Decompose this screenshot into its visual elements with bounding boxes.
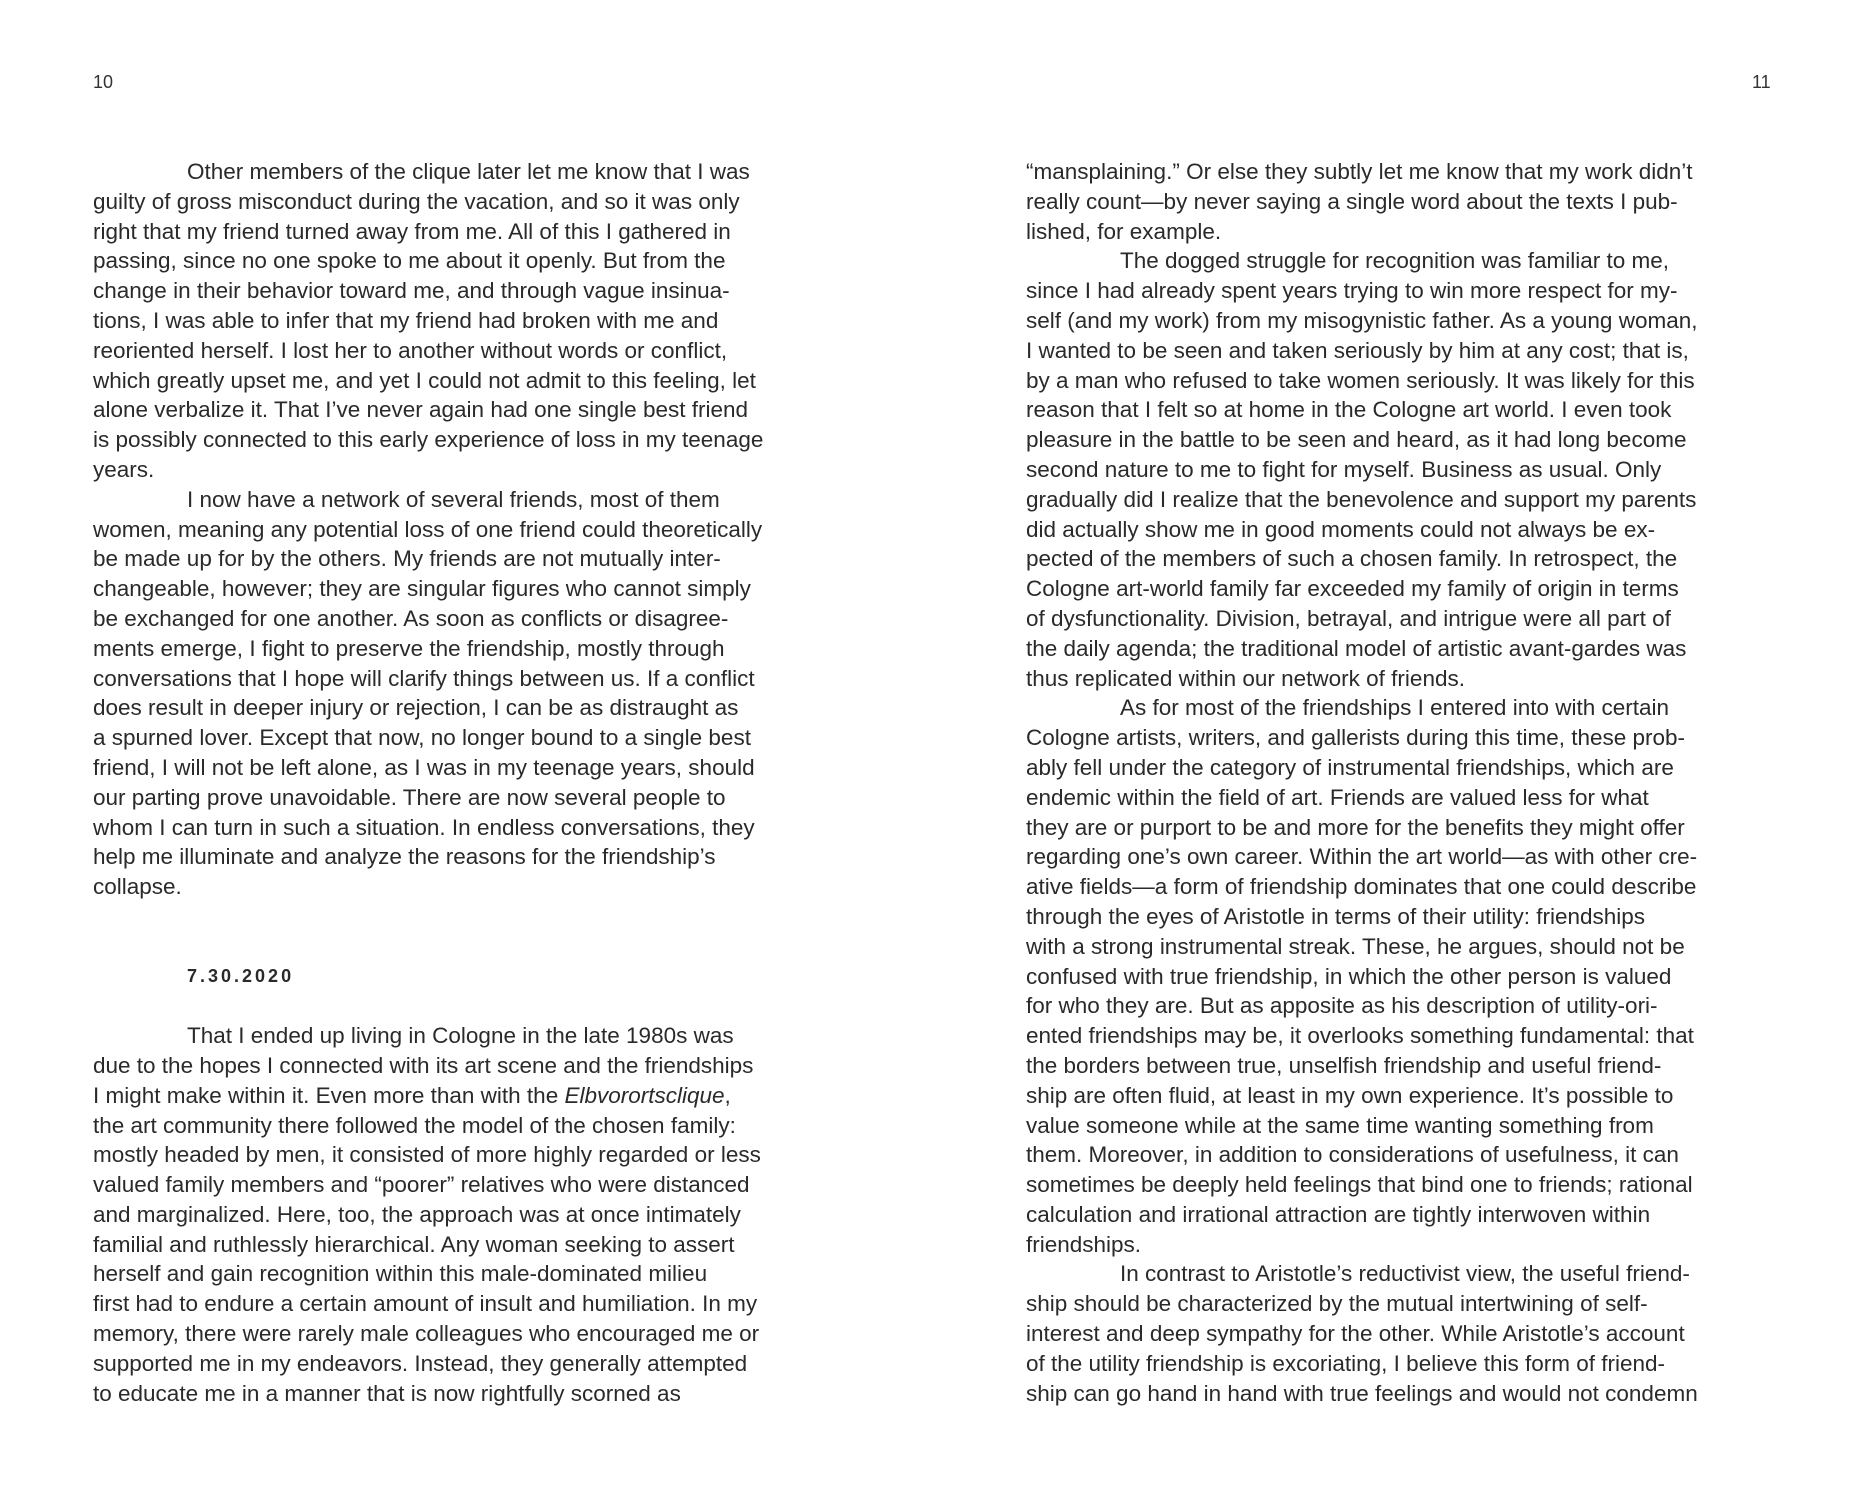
text-line: pected of the members of such a chosen family. In retrospect, the — [1026, 546, 1678, 572]
text-line: reoriented herself. I lost her to another without words or conflict, — [93, 337, 728, 363]
text-line: The dogged struggle for recognition was familiar to me, — [1120, 248, 1670, 274]
text-line — [93, 1081, 838, 1111]
text-line: which greatly upset me, and yet I could not admit to this feeling, let — [93, 367, 756, 393]
text-line: due to the hopes I connected with its art scene and the friendships — [93, 1052, 754, 1078]
spacer — [93, 902, 838, 932]
text-line: herself and gain recognition within this male-dominated milieu — [93, 1261, 708, 1287]
text-line: ship should be characterized by the mutual intertwining of self- — [1026, 1291, 1648, 1317]
text-line: Cologne artists, writers, and gallerists during this time, these prob- — [1026, 725, 1686, 751]
text-line: conversations that I hope will clarify things between us. If a conflict — [93, 665, 755, 691]
text-line: As for most of the friendships I entered into with certain — [1120, 695, 1670, 721]
text-line: them. Moreover, in addition to considerations of usefulness, it can — [1026, 1142, 1679, 1168]
text-line: pleasure in the battle to be seen and heard, as it had long become — [1026, 427, 1687, 453]
text-run: , — [724, 1082, 731, 1108]
text-line: That I ended up living in Cologne in the late 1980s was — [187, 1023, 734, 1049]
text-line: does result in deeper injury or rejection, I can be as distraught as — [93, 695, 739, 721]
text-line: since I had already spent years trying to win more respect for my- — [1026, 278, 1678, 304]
text-line: years. — [93, 456, 155, 482]
text-line: first had to endure a certain amount of insult and humiliation. In my — [93, 1291, 758, 1317]
text-line: and marginalized. Here, too, the approach was at once intimately — [93, 1201, 741, 1227]
text-line: really count—by never saying a single word about the texts I pub- — [1026, 188, 1678, 214]
text-run: I might make within it. Even more than with the — [93, 1082, 565, 1108]
text-line: I now have a network of several friends, most of them — [187, 486, 720, 512]
text-line: reason that I felt so at home in the Cologne art world. I even took — [1026, 397, 1672, 423]
text-line: ably fell under the category of instrumental friendships, which are — [1026, 754, 1674, 780]
text-line: value someone while at the same time wanting something from — [1026, 1112, 1654, 1138]
paragraph — [93, 1021, 838, 1408]
spacer — [93, 991, 838, 1021]
text-line: “mansplaining.” Or else they subtly let me know that my work didn’t — [1026, 159, 1693, 184]
text-line: help me illuminate and analyze the reasons for the friendship’s — [93, 844, 716, 870]
text-line: friendships. — [1026, 1231, 1142, 1257]
right-page-column — [1026, 157, 1771, 1408]
text-line: sometimes be deeply held feelings that bind one to friends; rational — [1026, 1172, 1693, 1198]
text-line: ented friendships may be, it overlooks something fundamental: that — [1026, 1023, 1694, 1049]
paragraph-lines — [93, 1021, 838, 1081]
text-line: supported me in my endeavors. Instead, they generally attempted — [93, 1350, 748, 1376]
text-line: they are or purport to be and more for the benefits they might offer — [1026, 814, 1685, 840]
text-line: memory, there were rarely male colleagues who encouraged me or — [93, 1321, 760, 1347]
text-line: I wanted to be seen and taken seriously by him at any cost; that is, — [1026, 337, 1689, 363]
text-line: friend, I will not be left alone, as I was in my teenage years, should — [93, 754, 755, 780]
text-line: tions, I was able to infer that my friend had broken with me and — [93, 307, 719, 333]
text-line: be made up for by the others. My friends are not mutually inter- — [93, 546, 721, 572]
paragraph — [1026, 157, 1771, 246]
text-line: confused with true friendship, in which the other person is valued — [1026, 963, 1672, 989]
text-line: changeable, however; they are singular figures who cannot simply — [93, 576, 751, 602]
text-line: our parting prove unavoidable. There are now several people to — [93, 784, 726, 810]
paragraph-lines — [93, 1111, 838, 1409]
text-line: alone verbalize it. That I’ve never again had one single best friend — [93, 397, 749, 423]
text-line: Other members of the clique later let me know that I was — [187, 159, 750, 184]
text-line: ative fields—a form of friendship dominates that one could describe — [1026, 874, 1697, 900]
paragraph — [1026, 1259, 1771, 1408]
text-line: through the eyes of Aristotle in terms of their utility: friendships — [1026, 903, 1646, 929]
text-line: with a strong instrumental streak. These, he argues, should not be — [1026, 933, 1685, 959]
text-line: of dysfunctionality. Division, betrayal, and intrigue were all part of — [1026, 605, 1671, 631]
text-line: mostly headed by men, it consisted of more highly regarded or less — [93, 1142, 761, 1168]
text-line: women, meaning any potential loss of one friend could theoretically — [93, 516, 763, 542]
text-line: ments emerge, I fight to preserve the friendship, mostly through — [93, 635, 725, 661]
text-line: the borders between true, unselfish friendship and useful friend- — [1026, 1052, 1662, 1078]
text-line: the daily agenda; the traditional model of artistic avant-gardes was — [1026, 635, 1687, 661]
text-line: of the utility friendship is excoriating, I believe this form of friend- — [1026, 1350, 1666, 1376]
text-line: self (and my work) from my misogynistic father. As a young woman, — [1026, 307, 1698, 333]
text-line: did actually show me in good moments could not always be ex- — [1026, 516, 1656, 542]
text-line: change in their behavior toward me, and through vague insinua- — [93, 278, 730, 304]
text-line: In contrast to Aristotle’s reductivist view, the useful friend- — [1120, 1261, 1690, 1287]
text-line: a spurned lover. Except that now, no longer bound to a single best — [93, 725, 751, 751]
text-line: right that my friend turned away from me. All of this I gathered in — [93, 218, 731, 244]
text-line: the art community there followed the model of the chosen family: — [93, 1112, 736, 1138]
paragraph — [93, 157, 838, 485]
paragraph — [1026, 246, 1771, 693]
text-line: ship are often fluid, at least in my own experience. It’s possible to — [1026, 1082, 1674, 1108]
italic-term: Elbvorortsclique — [564, 1082, 725, 1108]
text-line: for who they are. But as apposite as his description of utility-ori- — [1026, 993, 1658, 1019]
text-line: to educate me in a manner that is now rightfully scorned as — [93, 1380, 681, 1406]
text-line: thus replicated within our network of friends. — [1026, 665, 1465, 691]
text-line: valued family members and “poorer” relatives who were distanced — [93, 1172, 750, 1198]
paragraph — [1026, 693, 1771, 1259]
section-date-heading: 7.30.2020 — [187, 965, 295, 986]
text-line: interest and deep sympathy for the other. While Aristotle’s account — [1026, 1321, 1685, 1347]
text-line: guilty of gross misconduct during the vacation, and so it was only — [93, 188, 740, 214]
text-line: by a man who refused to take women seriously. It was likely for this — [1026, 367, 1695, 393]
text-line: second nature to me to fight for myself. Business as usual. Only — [1026, 456, 1662, 482]
text-line: be exchanged for one another. As soon as conflicts or disagree- — [93, 605, 729, 631]
left-page-column — [93, 157, 838, 1408]
text-line: collapse. — [93, 874, 182, 900]
page-number-right: 11 — [1752, 72, 1771, 92]
text-line: familial and ruthlessly hierarchical. Any woman seeking to assert — [93, 1231, 735, 1257]
text-line: whom I can turn in such a situation. In endless conversations, they — [93, 814, 755, 840]
text-line: gradually did I realize that the benevolence and support my parents — [1026, 486, 1697, 512]
text-line: is possibly connected to this early experience of loss in my teenage — [93, 427, 764, 453]
text-line: ship can go hand in hand with true feelings and would not condemn — [1026, 1380, 1698, 1406]
spacer — [93, 932, 838, 962]
text-line: lished, for example. — [1026, 218, 1222, 244]
text-line: regarding one’s own career. Within the art world—as with other cre- — [1026, 844, 1698, 870]
text-line: passing, since no one spoke to me about it openly. But from the — [93, 248, 726, 274]
paragraph — [93, 485, 838, 902]
text-line: calculation and irrational attraction are tightly interwoven within — [1026, 1201, 1651, 1227]
page-number-left: 10 — [93, 72, 114, 92]
text-line: endemic within the field of art. Friends are valued less for what — [1026, 784, 1649, 810]
text-line: Cologne art-world family far exceeded my family of origin in terms — [1026, 576, 1679, 602]
